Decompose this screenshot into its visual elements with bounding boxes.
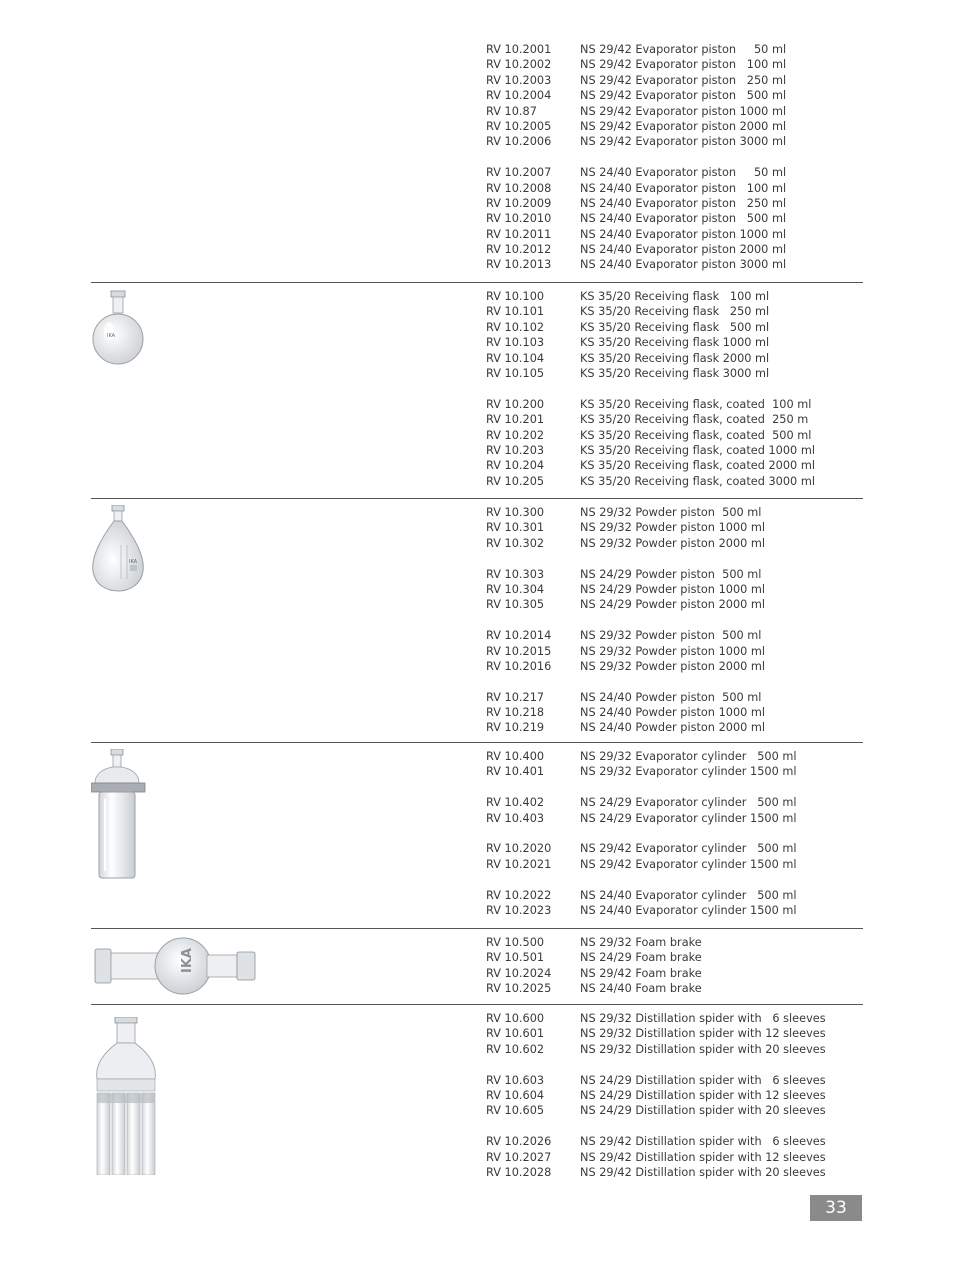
foam-brake-illustration xyxy=(93,935,261,1001)
product-code: RV 10.601 xyxy=(486,1027,545,1041)
product-code: RV 10.605 xyxy=(486,1104,545,1118)
product-code: RV 10.2002 xyxy=(486,58,552,72)
product-description: KS 35/20 Receiving flask 100 ml xyxy=(580,290,770,303)
product-code: RV 10.2009 xyxy=(486,196,552,210)
product-description: NS 24/29 Powder piston 2000 ml xyxy=(580,598,766,612)
product-code: RV 10.300 xyxy=(486,506,545,519)
product-description: NS 24/40 Evaporator cylinder 500 ml xyxy=(580,888,797,902)
product-code: RV 10.200 xyxy=(486,397,545,411)
product-code: RV 10.500 xyxy=(486,936,545,949)
product-description: NS 29/42 Distillation spider with 20 sleeves xyxy=(580,1165,826,1179)
product-description: NS 29/32 Powder piston 500 ml xyxy=(580,506,762,519)
product-code: RV 10.600 xyxy=(486,1012,545,1025)
section-receiving-flask xyxy=(91,282,863,495)
product-code: RV 10.303 xyxy=(486,567,545,581)
product-description: KS 35/20 Receiving flask 3000 ml xyxy=(580,366,770,380)
product-description: NS 24/29 Distillation spider with 20 sleeves xyxy=(580,1104,826,1118)
product-code: RV 10.2005 xyxy=(486,119,552,133)
product-description: NS 29/42 Evaporator cylinder 500 ml xyxy=(580,842,797,856)
product-description: NS 29/32 Powder piston 500 ml xyxy=(580,629,762,643)
product-description: NS 29/32 Distillation spider with 20 sleeves xyxy=(580,1042,826,1056)
product-description: NS 24/40 Evaporator piston 250 ml xyxy=(580,196,787,210)
product-description: NS 29/32 Evaporator cylinder 1500 ml xyxy=(580,765,797,779)
product-description: NS 24/29 Powder piston 500 ml xyxy=(580,567,762,581)
ika-logo-text: IKA xyxy=(180,948,195,973)
product-code: RV 10.204 xyxy=(486,459,545,473)
product-code: RV 10.304 xyxy=(486,582,545,596)
product-code: RV 10.2011 xyxy=(486,227,552,241)
section-evaporator-piston xyxy=(91,42,863,278)
product-code: RV 10.202 xyxy=(486,428,545,442)
product-description: KS 35/20 Receiving flask 500 ml xyxy=(580,320,770,334)
product-code: RV 10.2014 xyxy=(486,629,552,643)
product-description: NS 24/29 Evaporator cylinder 1500 ml xyxy=(580,811,797,825)
evaporator-cylinder-illustration xyxy=(91,749,147,881)
product-description: NS 29/42 Evaporator piston 500 ml xyxy=(580,89,787,103)
product-code: RV 10.87 xyxy=(486,104,537,118)
product-description: NS 29/32 Powder piston 2000 ml xyxy=(580,659,766,673)
product-description: KS 35/20 Receiving flask, coated 100 ml xyxy=(580,397,812,411)
product-description: NS 29/42 Distillation spider with 6 sleeves xyxy=(580,1135,826,1149)
product-description: NS 29/42 Evaporator piston 1000 ml xyxy=(580,104,787,118)
product-description: KS 35/20 Receiving flask, coated 3000 ml xyxy=(580,474,815,488)
product-description: NS 29/42 Distillation spider with 12 sleeves xyxy=(580,1150,826,1164)
product-code: RV 10.2026 xyxy=(486,1135,552,1149)
product-description: NS 24/40 Evaporator piston 3000 ml xyxy=(580,258,787,272)
section-evaporator-cylinder xyxy=(91,742,863,925)
product-description: KS 35/20 Receiving flask, coated 2000 ml xyxy=(580,459,815,473)
product-code: RV 10.2013 xyxy=(486,258,552,272)
product-description: NS 24/40 Evaporator piston 2000 ml xyxy=(580,243,787,257)
product-description: NS 29/32 Powder piston 1000 ml xyxy=(580,521,766,535)
product-description: NS 29/32 Powder piston 1000 ml xyxy=(580,644,766,658)
product-code: RV 10.400 xyxy=(486,750,545,763)
product-description: KS 35/20 Receiving flask, coated 1000 ml xyxy=(580,443,815,457)
product-description: KS 35/20 Receiving flask, coated 250 m xyxy=(580,413,809,427)
product-code: RV 10.2007 xyxy=(486,166,552,180)
product-code: RV 10.100 xyxy=(486,290,545,303)
product-description: NS 24/29 Distillation spider with 12 sleeves xyxy=(580,1088,826,1102)
ika-logo-text: IKA xyxy=(107,333,116,339)
product-code: RV 10.217 xyxy=(486,690,545,704)
product-code: RV 10.2022 xyxy=(486,888,552,902)
product-code: RV 10.2015 xyxy=(486,644,552,658)
product-code: RV 10.602 xyxy=(486,1042,545,1056)
ika-logo-text: IKA xyxy=(129,559,138,565)
section-distillation-spider xyxy=(91,1004,863,1181)
section-powder-piston xyxy=(91,498,863,739)
distillation-spider-illustration xyxy=(93,1017,159,1175)
product-code: RV 10.2021 xyxy=(486,857,552,871)
page-number: 33 xyxy=(810,1195,862,1221)
product-code: RV 10.218 xyxy=(486,706,545,720)
product-code: RV 10.2016 xyxy=(486,659,552,673)
product-code: RV 10.102 xyxy=(486,320,545,334)
product-code: RV 10.501 xyxy=(486,951,545,965)
product-description: NS 29/42 Evaporator cylinder 1500 ml xyxy=(580,857,797,871)
product-code: RV 10.604 xyxy=(486,1088,545,1102)
receiving-flask-illustration xyxy=(91,289,147,369)
product-description: KS 35/20 Receiving flask 250 ml xyxy=(580,305,770,319)
product-code: RV 10.2028 xyxy=(486,1165,552,1179)
product-description: NS 29/42 Evaporator piston 250 ml xyxy=(580,73,787,87)
product-code: RV 10.2020 xyxy=(486,842,552,856)
product-code: RV 10.105 xyxy=(486,366,545,380)
product-code: RV 10.203 xyxy=(486,443,545,457)
product-code: RV 10.2006 xyxy=(486,135,552,149)
product-code: RV 10.104 xyxy=(486,351,545,365)
product-description: NS 24/29 Evaporator cylinder 500 ml xyxy=(580,796,797,810)
product-description: NS 29/42 Foam brake xyxy=(580,966,702,980)
product-code: RV 10.305 xyxy=(486,598,545,612)
product-code: RV 10.2012 xyxy=(486,243,552,257)
product-description: NS 29/42 Evaporator piston 100 ml xyxy=(580,58,787,72)
product-description: NS 24/29 Powder piston 1000 ml xyxy=(580,582,766,596)
product-code: RV 10.2027 xyxy=(486,1150,552,1164)
product-code: RV 10.2008 xyxy=(486,181,552,195)
product-code: RV 10.2001 xyxy=(486,43,552,56)
product-code: RV 10.101 xyxy=(486,305,545,319)
product-code: RV 10.2004 xyxy=(486,89,552,103)
product-description: NS 24/29 Foam brake xyxy=(580,951,702,965)
product-description: NS 24/40 Powder piston 500 ml xyxy=(580,690,762,704)
powder-piston-illustration xyxy=(91,505,147,595)
product-description: KS 35/20 Receiving flask 1000 ml xyxy=(580,336,770,350)
product-code: RV 10.403 xyxy=(486,811,545,825)
product-description: NS 29/42 Evaporator piston 2000 ml xyxy=(580,119,787,133)
product-description: NS 29/32 Evaporator cylinder 500 ml xyxy=(580,750,797,763)
product-description: NS 24/40 Evaporator piston 1000 ml xyxy=(580,227,787,241)
product-code: RV 10.401 xyxy=(486,765,545,779)
product-code: RV 10.301 xyxy=(486,521,545,535)
product-description: NS 29/32 Distillation spider with 6 sleeves xyxy=(580,1012,826,1025)
product-code: RV 10.2023 xyxy=(486,903,552,917)
product-description: KS 35/20 Receiving flask, coated 500 ml xyxy=(580,428,812,442)
product-description: NS 24/29 Distillation spider with 6 sleeves xyxy=(580,1073,826,1087)
product-description: NS 24/40 Evaporator piston 50 ml xyxy=(580,166,787,180)
product-description: NS 29/32 Distillation spider with 12 sleeves xyxy=(580,1027,826,1041)
product-description: NS 24/40 Evaporator cylinder 1500 ml xyxy=(580,903,797,917)
product-code: RV 10.2010 xyxy=(486,212,552,226)
product-description: NS 24/40 Foam brake xyxy=(580,982,702,996)
product-description: NS 29/32 Foam brake xyxy=(580,936,702,949)
product-code: RV 10.103 xyxy=(486,336,545,350)
product-description: NS 29/42 Evaporator piston 50 ml xyxy=(580,43,787,56)
product-code: RV 10.205 xyxy=(486,474,545,488)
product-code: RV 10.219 xyxy=(486,721,545,735)
product-code: RV 10.2024 xyxy=(486,966,552,980)
product-description: KS 35/20 Receiving flask 2000 ml xyxy=(580,351,770,365)
product-description: NS 24/40 Evaporator piston 100 ml xyxy=(580,181,787,195)
product-description: NS 29/42 Evaporator piston 3000 ml xyxy=(580,135,787,149)
product-code: RV 10.2025 xyxy=(486,982,552,996)
product-code: RV 10.302 xyxy=(486,536,545,550)
product-description: NS 24/40 Powder piston 2000 ml xyxy=(580,721,766,735)
product-code: RV 10.603 xyxy=(486,1073,545,1087)
section-foam-brake xyxy=(91,928,863,1001)
product-description: NS 24/40 Evaporator piston 500 ml xyxy=(580,212,787,226)
product-code: RV 10.2003 xyxy=(486,73,552,87)
product-description: NS 29/32 Powder piston 2000 ml xyxy=(580,536,766,550)
product-code: RV 10.402 xyxy=(486,796,545,810)
product-description: NS 24/40 Powder piston 1000 ml xyxy=(580,706,766,720)
product-code: RV 10.201 xyxy=(486,413,545,427)
